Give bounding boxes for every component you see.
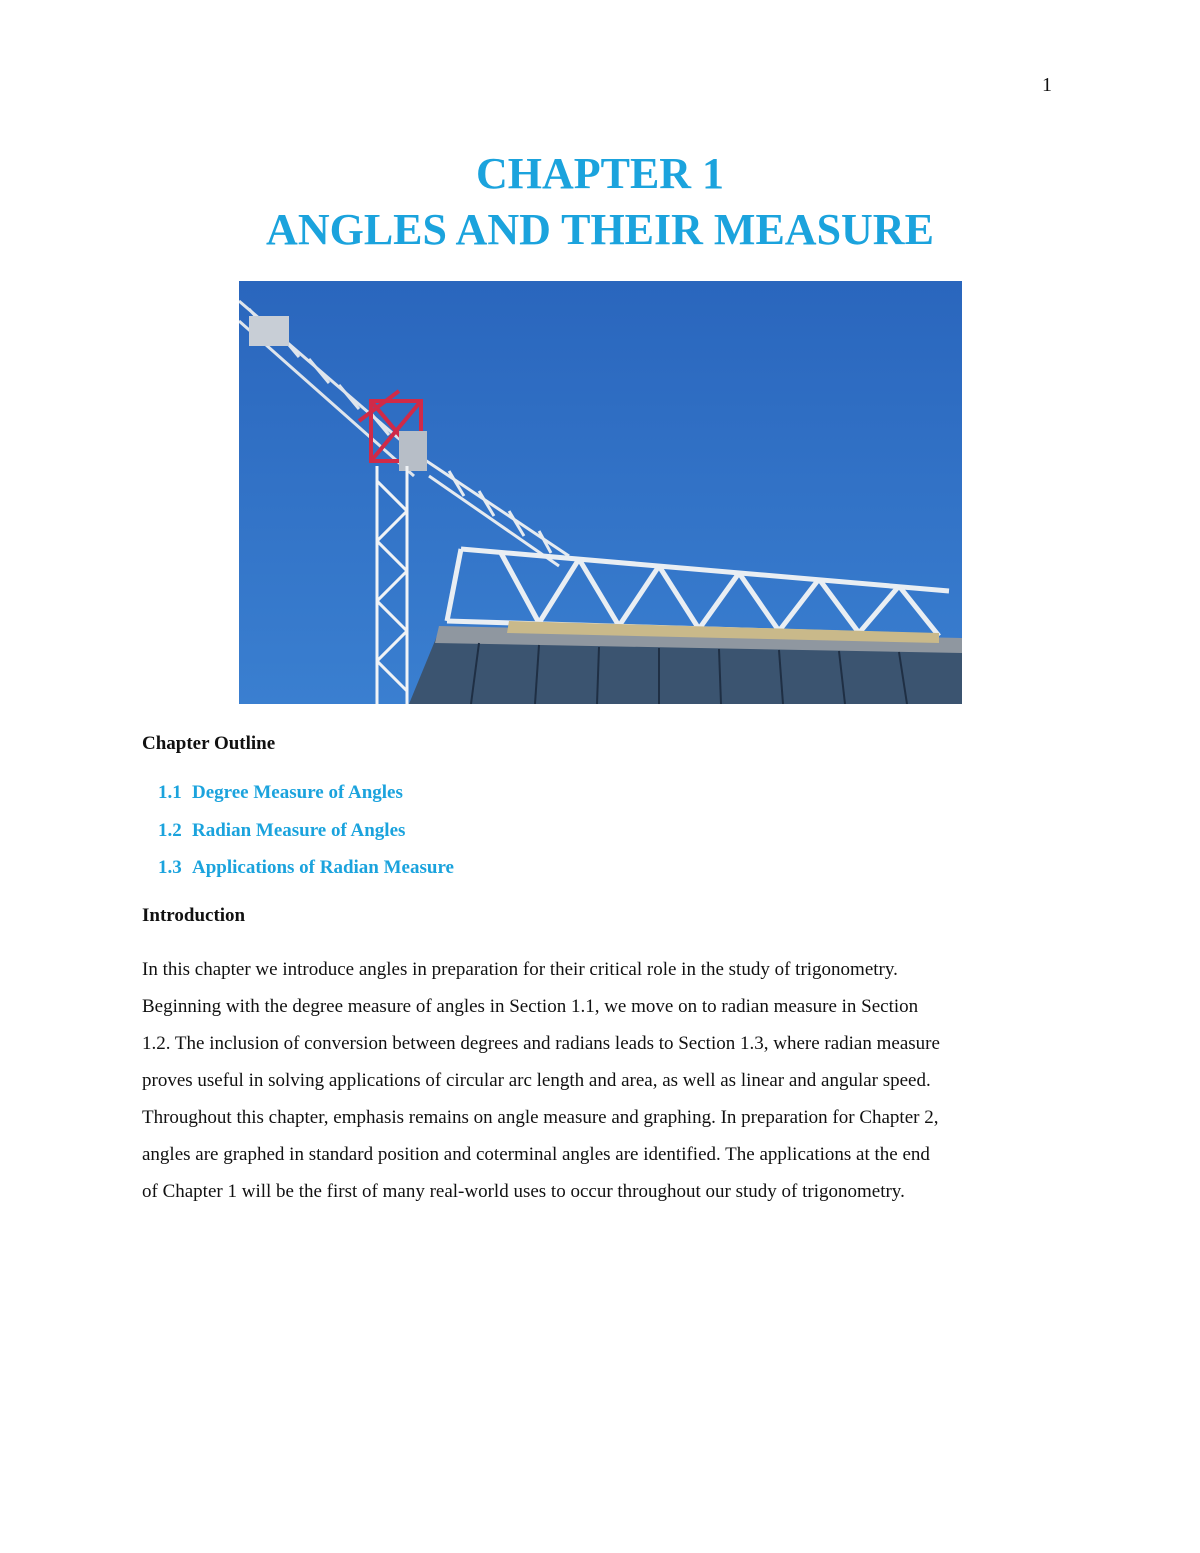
intro-line: In this chapter we introduce angles in preparation for their critical role in the study of trigonometry.: [142, 959, 898, 980]
chapter-name: ANGLES AND THEIR MEASURE: [266, 205, 934, 254]
introduction-heading: Introduction: [142, 905, 246, 926]
introduction-paragraph: [142, 951, 1062, 1210]
intro-line: Beginning with the degree measure of angles in Section 1.1, we move on to radian measure in Section: [142, 996, 919, 1017]
page-number: 1: [1042, 74, 1052, 96]
outline-item-1-2[interactable]: [158, 819, 454, 857]
intro-line: Throughout this chapter, emphasis remains on angle measure and graphing. In preparation for Chapter 2,: [142, 1107, 939, 1128]
crane-counterweight: [249, 316, 289, 346]
outline-item-1-3[interactable]: [158, 856, 454, 894]
intro-line: 1.2. The inclusion of conversion between degrees and radians leads to Section 1.3, where radian measure: [142, 1033, 940, 1054]
outline-item-number: 1.3: [158, 857, 182, 878]
outline-item-1-1[interactable]: [158, 781, 454, 819]
outline-item-label: Degree Measure of Angles: [192, 782, 403, 803]
outline-heading: Chapter Outline: [142, 733, 276, 754]
chapter-outline-list: [158, 781, 454, 894]
chapter-photo: [239, 281, 962, 704]
crane-operator-cabin: [399, 431, 427, 471]
outline-item-label: Applications of Radian Measure: [192, 857, 454, 878]
chapter-title: [0, 146, 1200, 258]
crane-building-illustration: [239, 281, 962, 704]
intro-line: of Chapter 1 will be the first of many real-world uses to occur throughout our study of trigonometry.: [142, 1181, 905, 1202]
outline-item-number: 1.1: [158, 782, 182, 803]
intro-line: angles are graphed in standard position and coterminal angles are identified. The applications at the end: [142, 1144, 930, 1165]
outline-item-number: 1.2: [158, 819, 182, 841]
chapter-label: CHAPTER 1: [475, 149, 725, 198]
outline-item-label: Radian Measure of Angles: [192, 819, 406, 841]
intro-line: proves useful in solving applications of circular arc length and area, as well as linear and angular speed.: [142, 1070, 931, 1091]
